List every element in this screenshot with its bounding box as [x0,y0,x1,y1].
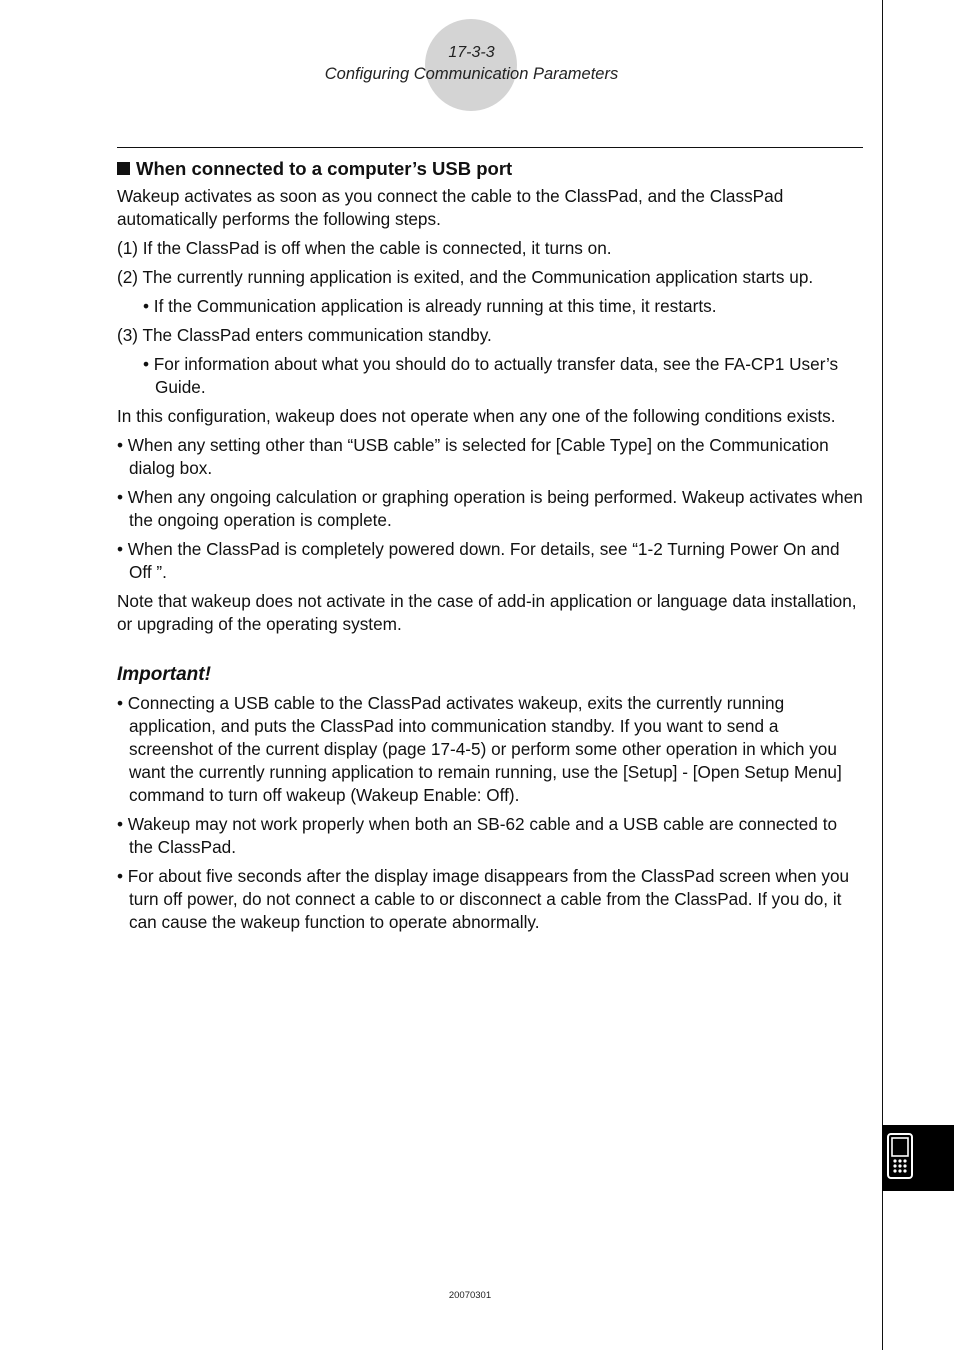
condition-1: • When any setting other than “USB cable” is selected for [Cable Type] on the Communication dialog box. [117,435,829,478]
important-item-2: • Wakeup may not work properly when both an SB-62 cable and a USB cable are connected to the ClassPad. [117,814,838,857]
page-number: 17-3-3 [448,44,495,61]
condition-2: • When any ongoing calculation or graphing operation is being performed. Wakeup activates when the ongoing operation is complete. [117,487,863,530]
header-divider [117,147,863,148]
section-heading: When connected to a computer’s USB port [117,157,863,181]
important-item-1: • Connecting a USB cable to the ClassPad activates wakeup, exits the currently running application, and puts the ClassPad into communication standby. If you want to send a screenshot of the current display (page 17-4-5) or perform some other operation in which you want the currently running application to remain running, use the [Setup] - [Open Setup Menu] command to turn off wakeup (Wakeup Enable: Off). [117,693,842,805]
important-item-3: • For about five seconds after the display image disappears from the ClassPad screen when you turn off power, do not connect a cable to or disconnect a cable from the ClassPad. If you do, it can cause the wakeup function to operate abnormally. [117,866,850,932]
step-3-note: • For information about what you should do to actually transfer data, see the FA-CP1 User’s Guide. [143,354,839,397]
step-1: (1) If the ClassPad is off when the cable is connected, it turns on. [117,238,612,258]
step-3: (3) The ClassPad enters communication standby. [117,325,492,345]
conditions-intro: In this configuration, wakeup does not operate when any one of the following conditions exists. [117,406,836,426]
footer-code: 20070301 [448,1290,492,1301]
chapter-side-tab [882,1125,954,1191]
step-2: (2) The currently running application is exited, and the Communication application starts up. [117,267,814,287]
page-content [117,157,863,940]
note-paragraph: Note that wakeup does not activate in the case of add-in application or language data installation, or upgrading of the operating system. [117,591,857,634]
important-heading: Important! [117,664,211,685]
square-bullet-icon [117,162,130,175]
classpad-device-icon [886,1133,916,1181]
page-header-title: Configuring Communication Parameters [324,65,619,83]
intro-paragraph: Wakeup activates as soon as you connect the cable to the ClassPad, and the ClassPad automatically performs the following steps. [117,186,784,229]
step-2-note: • If the Communication application is already running at this time, it restarts. [143,296,717,316]
condition-3: • When the ClassPad is completely powered down. For details, see “1-2 Turning Power On and Off ”. [117,539,840,582]
